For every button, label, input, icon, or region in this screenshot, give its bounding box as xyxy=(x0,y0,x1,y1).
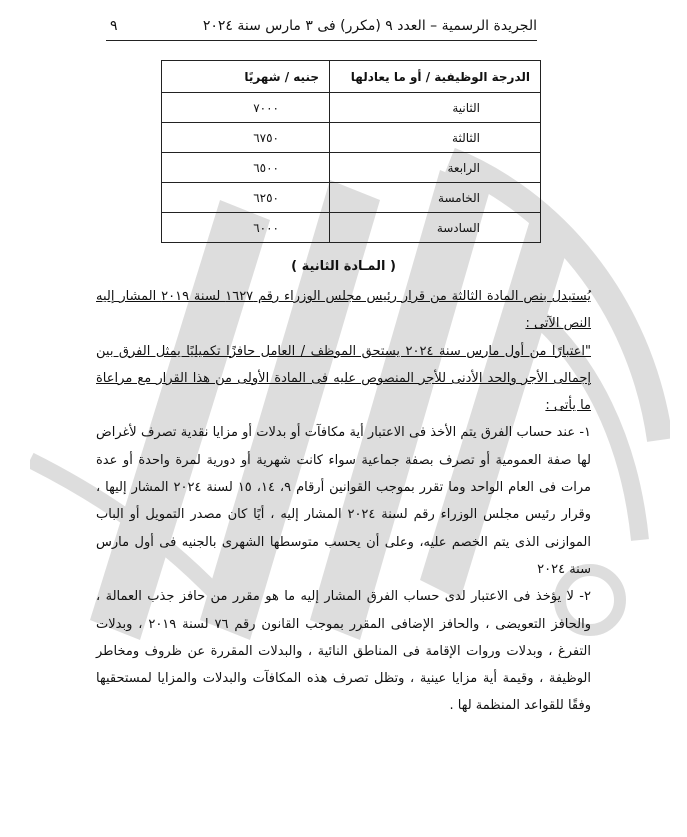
amount-cell: ٦٥٠٠ xyxy=(162,153,330,183)
grade-cell: السادسة xyxy=(330,213,541,243)
table-row xyxy=(162,93,541,123)
header-divider xyxy=(106,40,537,41)
table-row xyxy=(162,123,541,153)
column-header-amount: جنيه / شهريًا xyxy=(162,61,330,93)
amount-cell: ٦٠٠٠ xyxy=(162,213,330,243)
page-header xyxy=(30,14,537,40)
intro-paragraph: يُستبدل بنص المادة الثالثة من قرار رئيس مجلس الوزراء رقم ١٦٢٧ لسنة ٢٠١٩ المشار إليه النص الآتى : xyxy=(96,289,592,332)
article-body xyxy=(96,283,591,720)
header-title: الجريدة الرسمية – العدد ٩ (مكرر) فى ٣ مارس سنة ٢٠٢٤ xyxy=(202,18,537,34)
grade-cell: الثانية xyxy=(330,93,541,123)
table-row xyxy=(162,213,541,243)
table-row xyxy=(162,183,541,213)
item-2-paragraph: ٢- لا يؤخذ فى الاعتبار لدى حساب الفرق المشار إليه ما هو مقرر من حافز جذب العمالة ، والحافز التعويضى ، والحافز الإضافى المقرر بموجب القانون رقم ٧٦ لسنة ٢٠١٩ ، وبدلات التفرغ ، وبدلات وروات الإقامة فى المناطق النائية ، والبدلات المقررة عن ظروف ومخاطر الوظيفة ، وقيمة أية مزايا عينية ، وتظل تصرف هذه المكافآت والبدلات والمزايا لمستحقيها وفقًا للقواعد المنظمة لها . xyxy=(96,589,591,714)
quoted-text-paragraph: "اعتبارًا من أول مارس سنة ٢٠٢٤ يستحق الموظف / العامل حافزًا تكميليًا يمثل الفرق بين إجمالى الأجر والحد الأدنى للأجر المنصوص عليه فى المادة الأولى من هذا القرار مع مراعاة ما يأتى : xyxy=(96,343,591,414)
article-title: ( المـادة الثانية ) xyxy=(291,259,396,274)
grade-cell: الثالثة xyxy=(330,123,541,153)
table-row xyxy=(162,153,541,183)
page-number: ٩ xyxy=(110,18,118,34)
amount-cell: ٦٢٥٠ xyxy=(162,183,330,213)
amount-cell: ٧٠٠٠ xyxy=(162,93,330,123)
table-header-row xyxy=(162,61,541,93)
item-1-paragraph: ١- عند حساب الفرق يتم الأخذ فى الاعتبار أية مكافآت أو بدلات أو مزايا نقدية تصرف لأغراض لها صفة العمومية أو تصرف بصفة جماعية سواء كانت شهرية أو دورية لمرة واحدة أو عدة مرات فى العام الواحد وما تقرر بموجب القوانين أرقام ٩، ١٤، ١٥ لسنة ٢٠٢٤ المشار إليها ، وقرار رئيس مجلس الوزراء رقم لسنة ٢٠٢٤ المشار إليه ، أيًا كان مصدر التمويل أو الباب الموازنى الذى يتم الخصم عليه، وعلى أن يحسب متوسطها الشهرى بالجنيه فى أول مارس سنة ٢٠٢٤ xyxy=(96,425,592,577)
column-header-grade: الدرجة الوظيفية / أو ما يعادلها xyxy=(330,61,541,93)
amount-cell: ٦٧٥٠ xyxy=(162,123,330,153)
salary-grade-table xyxy=(161,60,541,243)
grade-cell: الرابعة xyxy=(330,153,541,183)
grade-cell: الخامسة xyxy=(330,183,541,213)
